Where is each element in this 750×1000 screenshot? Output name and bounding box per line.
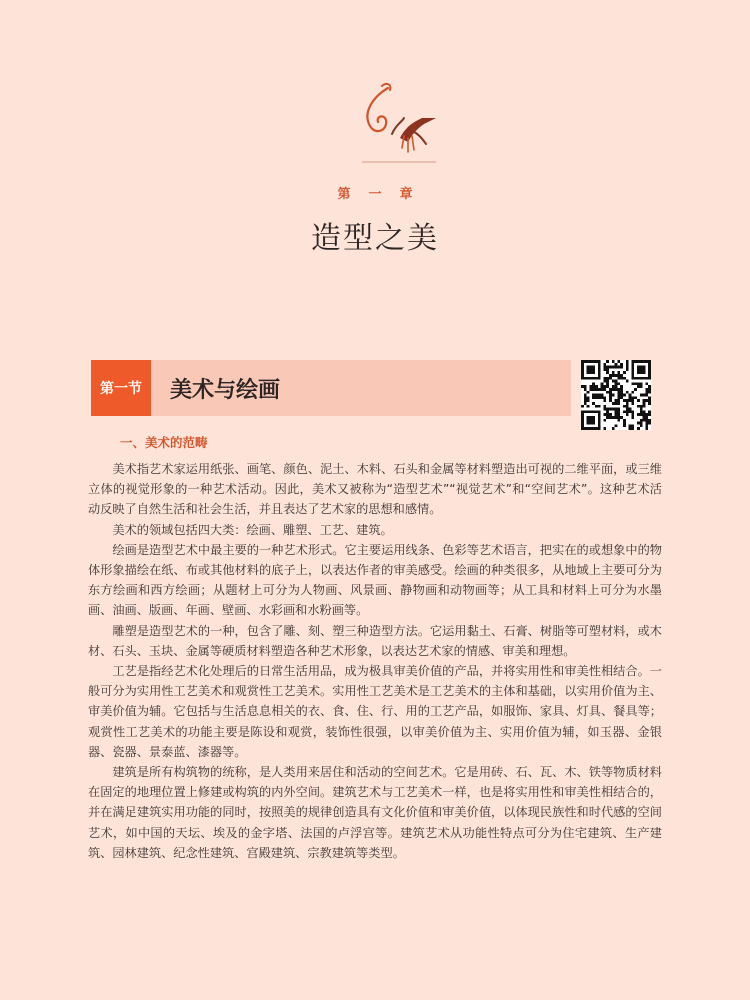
body-text: [88, 459, 662, 863]
qr-code-icon[interactable]: [581, 360, 651, 430]
chapter-title: 造型之美: [311, 221, 439, 256]
subsection-heading: 一、美术的范畴: [120, 435, 208, 450]
section-number-badge: 第一节: [91, 360, 151, 416]
chapter-label: 第一章: [337, 187, 431, 202]
paragraph: 雕塑是造型艺术的一种，包含了雕、刻、塑三种造型方法。它运用黏土、石膏、树脂等可塑材料，或木材、石头、玉块、金属等硬质材料塑造各种艺术形象，以表达艺术家的情感、审美和理想。: [88, 623, 662, 658]
paragraph: 工艺是指经艺术化处理后的日常生活用品，成为极具审美价值的产品，并将实用性和审美性相结合。一般可分为实用性工艺美术和观赏性工艺美术。实用性工艺美术是工艺美术的主体和基础，以实用价值为主、审美价值为辅。它包括与生活息息相关的衣、食、住、行、用的工艺产品，如服饰、家具、灯具、餐具等；观赏性工艺美术的功能主要是陈设和观赏，装饰性很强，以审美价值为主、实用价值为辅，如玉器、金银器、瓷器、景泰蓝、漆器等。: [88, 664, 662, 759]
paragraph: 绘画是造型艺术中最主要的一种艺术形式。它主要运用线条、色彩等艺术语言，把实在的或想象中的物体形象描绘在纸、布或其他材料的底子上，以表达作者的审美感受。绘画的种类很多，从地域上主要可分为东方绘画和西方绘画；从题材上可分为人物画、风景画、静物画和动物画等；从工具和材料上可分为水墨画、油画、版画、年画、壁画、水彩画和水粉画等。: [88, 542, 662, 618]
paragraph: 美术的领域包括四大类：绘画、雕塑、工艺、建筑。: [112, 522, 393, 537]
section-title: 美术与绘画: [170, 376, 281, 403]
paragraph: 美术指艺术家运用纸张、画笔、颜色、泥土、木料、石头和金属等材料塑造出可视的二维平面，或三维立体的视觉形象的一种艺术活动。因此，美术又被称为“造型艺术”“视觉艺术”和“空间艺术”。这种艺术活动反映了自然生活和社会生活，并且表达了艺术家的思想和感情。: [88, 462, 662, 517]
paragraph: 建筑是所有构筑物的统称，是人类用来居住和活动的空间艺术。它是用砖、石、瓦、木、铁等物质材料在固定的地理位置上修建或构筑的内外空间。建筑艺术与工艺美术一样，也是将实用性和审美性相结合的，并在满足建筑实用功能的同时，按照美的规律创造具有文化价值和审美价值，以体现民族性和时代感的空间艺术，如中国的天坛、埃及的金字塔、法国的卢浮宫等。建筑艺术从功能性特点可分为住宅建筑、生产建筑、园林建筑、纪念性建筑、宫殿建筑、宗教建筑等类型。: [88, 765, 662, 860]
section-header-band: [91, 360, 571, 416]
chapter-emblem-icon: [352, 78, 444, 168]
